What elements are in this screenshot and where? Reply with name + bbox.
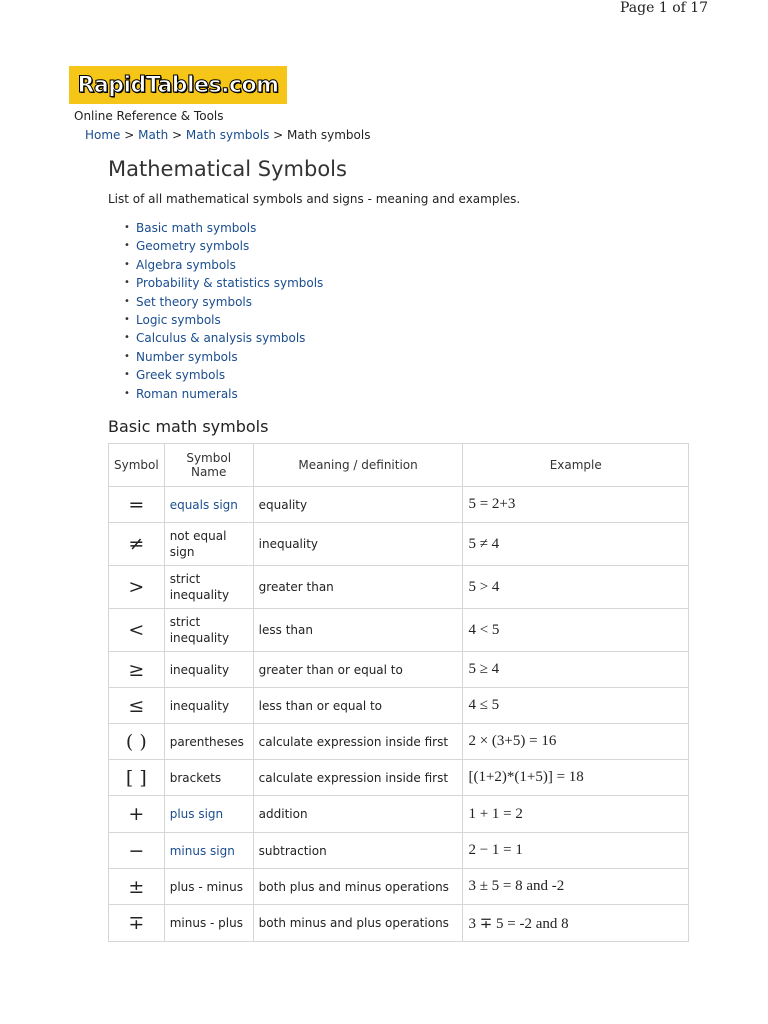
example-cell: 1 + 1 = 2 <box>463 796 689 833</box>
toc-link-calculus-analysis[interactable]: Calculus & analysis symbols <box>136 331 306 346</box>
example-cell: 5 ≠ 4 <box>463 523 689 566</box>
symbol-cell: < <box>109 609 165 652</box>
meaning-cell: less than <box>253 609 463 652</box>
symbol-cell: ∓ <box>109 905 165 942</box>
symbol-name-cell: inequality <box>164 688 253 724</box>
toc-item <box>124 219 323 237</box>
symbol-name-cell <box>164 833 253 869</box>
header-meaning: Meaning / definition <box>253 444 463 487</box>
symbol-cell: ≤ <box>109 688 165 724</box>
symbol-name-link[interactable]: minus sign <box>169 843 235 858</box>
symbol-name-cell: strict inequality <box>164 566 253 609</box>
meaning-cell: equality <box>253 487 463 523</box>
symbol-name-link[interactable]: plus sign <box>169 807 224 821</box>
toc-link-logic[interactable]: Logic symbols <box>136 312 221 327</box>
meaning-cell: both plus and minus operations <box>253 869 463 905</box>
symbol-name-cell: parentheses <box>164 724 253 760</box>
symbol-cell: − <box>109 833 165 869</box>
table-body <box>109 487 689 942</box>
toc-link-probability-statistics[interactable]: Probability & statistics symbols <box>136 276 324 291</box>
table-row <box>109 760 689 796</box>
toc-link-geometry[interactable]: Geometry symbols <box>136 239 250 254</box>
site-logo[interactable] <box>69 66 287 104</box>
toc-item <box>124 237 323 255</box>
breadcrumb-separator: > <box>273 128 284 142</box>
symbol-name-link[interactable]: equals sign <box>169 497 238 512</box>
meaning-cell: calculate expression inside first <box>253 724 463 760</box>
breadcrumb-math-link[interactable]: Math <box>138 128 169 142</box>
header-symbol-name: Symbol Name <box>164 444 253 487</box>
meaning-cell: calculate expression inside first <box>253 760 463 796</box>
breadcrumb-home-link[interactable]: Home <box>85 128 121 142</box>
table-row <box>109 796 689 833</box>
symbol-name-cell: plus - minus <box>164 869 253 905</box>
page-number: Page 1 of 17 <box>620 0 709 16</box>
symbol-name-cell <box>164 796 253 833</box>
breadcrumb-current: Math symbols <box>287 128 371 142</box>
symbol-name-cell: minus - plus <box>164 905 253 942</box>
table-row <box>109 724 689 760</box>
example-cell: 4 < 5 <box>463 609 689 652</box>
example-cell: 5 = 2+3 <box>463 487 689 523</box>
logo-text: RapidTables.com <box>77 72 279 98</box>
toc-link-algebra[interactable]: Algebra symbols <box>136 257 236 272</box>
toc-item <box>124 385 323 403</box>
toc-link-number[interactable]: Number symbols <box>136 349 238 364</box>
breadcrumb-separator: > <box>172 128 183 142</box>
example-cell: 3 ∓ 5 = -2 and 8 <box>463 905 689 942</box>
toc-item <box>124 293 323 311</box>
meaning-cell: both minus and plus operations <box>253 905 463 942</box>
example-cell: 2 × (3+5) = 16 <box>463 724 689 760</box>
symbol-name-cell: inequality <box>164 652 253 688</box>
symbol-cell: ≠ <box>109 523 165 566</box>
toc-link-greek[interactable]: Greek symbols <box>136 368 226 383</box>
meaning-cell: less than or equal to <box>253 688 463 724</box>
symbol-cell: [ ] <box>109 760 165 796</box>
table-row <box>109 566 689 609</box>
meaning-cell: inequality <box>253 523 463 566</box>
symbol-name-cell: brackets <box>164 760 253 796</box>
meaning-cell: greater than or equal to <box>253 652 463 688</box>
symbols-table <box>108 443 689 942</box>
toc-item <box>124 348 323 366</box>
meaning-cell: subtraction <box>253 833 463 869</box>
table-row <box>109 905 689 942</box>
table-header-row <box>109 444 689 487</box>
toc-item <box>124 366 323 384</box>
symbol-cell: = <box>109 487 165 523</box>
table-row <box>109 609 689 652</box>
page-subtitle: List of all mathematical symbols and signs - meaning and examples. <box>108 192 521 206</box>
example-cell: 3 ± 5 = 8 and -2 <box>463 869 689 905</box>
toc-item <box>124 311 323 329</box>
meaning-cell: addition <box>253 796 463 833</box>
toc-item <box>124 274 323 292</box>
breadcrumb <box>85 128 370 142</box>
toc-item <box>124 329 323 347</box>
symbol-cell: ( ) <box>109 724 165 760</box>
section-title: Basic math symbols <box>108 417 269 436</box>
table-row <box>109 833 689 869</box>
example-cell: [(1+2)*(1+5)] = 18 <box>463 760 689 796</box>
symbol-name-cell <box>164 487 253 523</box>
header-symbol: Symbol <box>109 444 165 487</box>
example-cell: 5 > 4 <box>463 566 689 609</box>
toc-link-basic-math[interactable]: Basic math symbols <box>136 221 257 235</box>
table-row <box>109 652 689 688</box>
symbol-cell: ± <box>109 869 165 905</box>
example-cell: 2 − 1 = 1 <box>463 833 689 869</box>
page-title: Mathematical Symbols <box>108 157 347 181</box>
toc-link-set-theory[interactable]: Set theory symbols <box>136 294 252 309</box>
table-row <box>109 487 689 523</box>
example-cell: 5 ≥ 4 <box>463 652 689 688</box>
meaning-cell: greater than <box>253 566 463 609</box>
table-row <box>109 869 689 905</box>
toc-item <box>124 256 323 274</box>
symbol-cell: > <box>109 566 165 609</box>
symbol-cell: ≥ <box>109 652 165 688</box>
table-of-contents <box>124 219 323 403</box>
breadcrumb-separator: > <box>124 128 135 142</box>
symbol-cell: + <box>109 796 165 833</box>
breadcrumb-math-symbols-link[interactable]: Math symbols <box>185 128 270 142</box>
table-row <box>109 688 689 724</box>
symbol-name-cell: strict inequality <box>164 609 253 652</box>
toc-link-roman-numerals[interactable]: Roman numerals <box>136 386 238 401</box>
table-row <box>109 523 689 566</box>
site-tagline: Online Reference & Tools <box>74 109 224 123</box>
header-example: Example <box>463 444 689 487</box>
example-cell: 4 ≤ 5 <box>463 688 689 724</box>
symbol-name-cell: not equal sign <box>164 523 253 566</box>
